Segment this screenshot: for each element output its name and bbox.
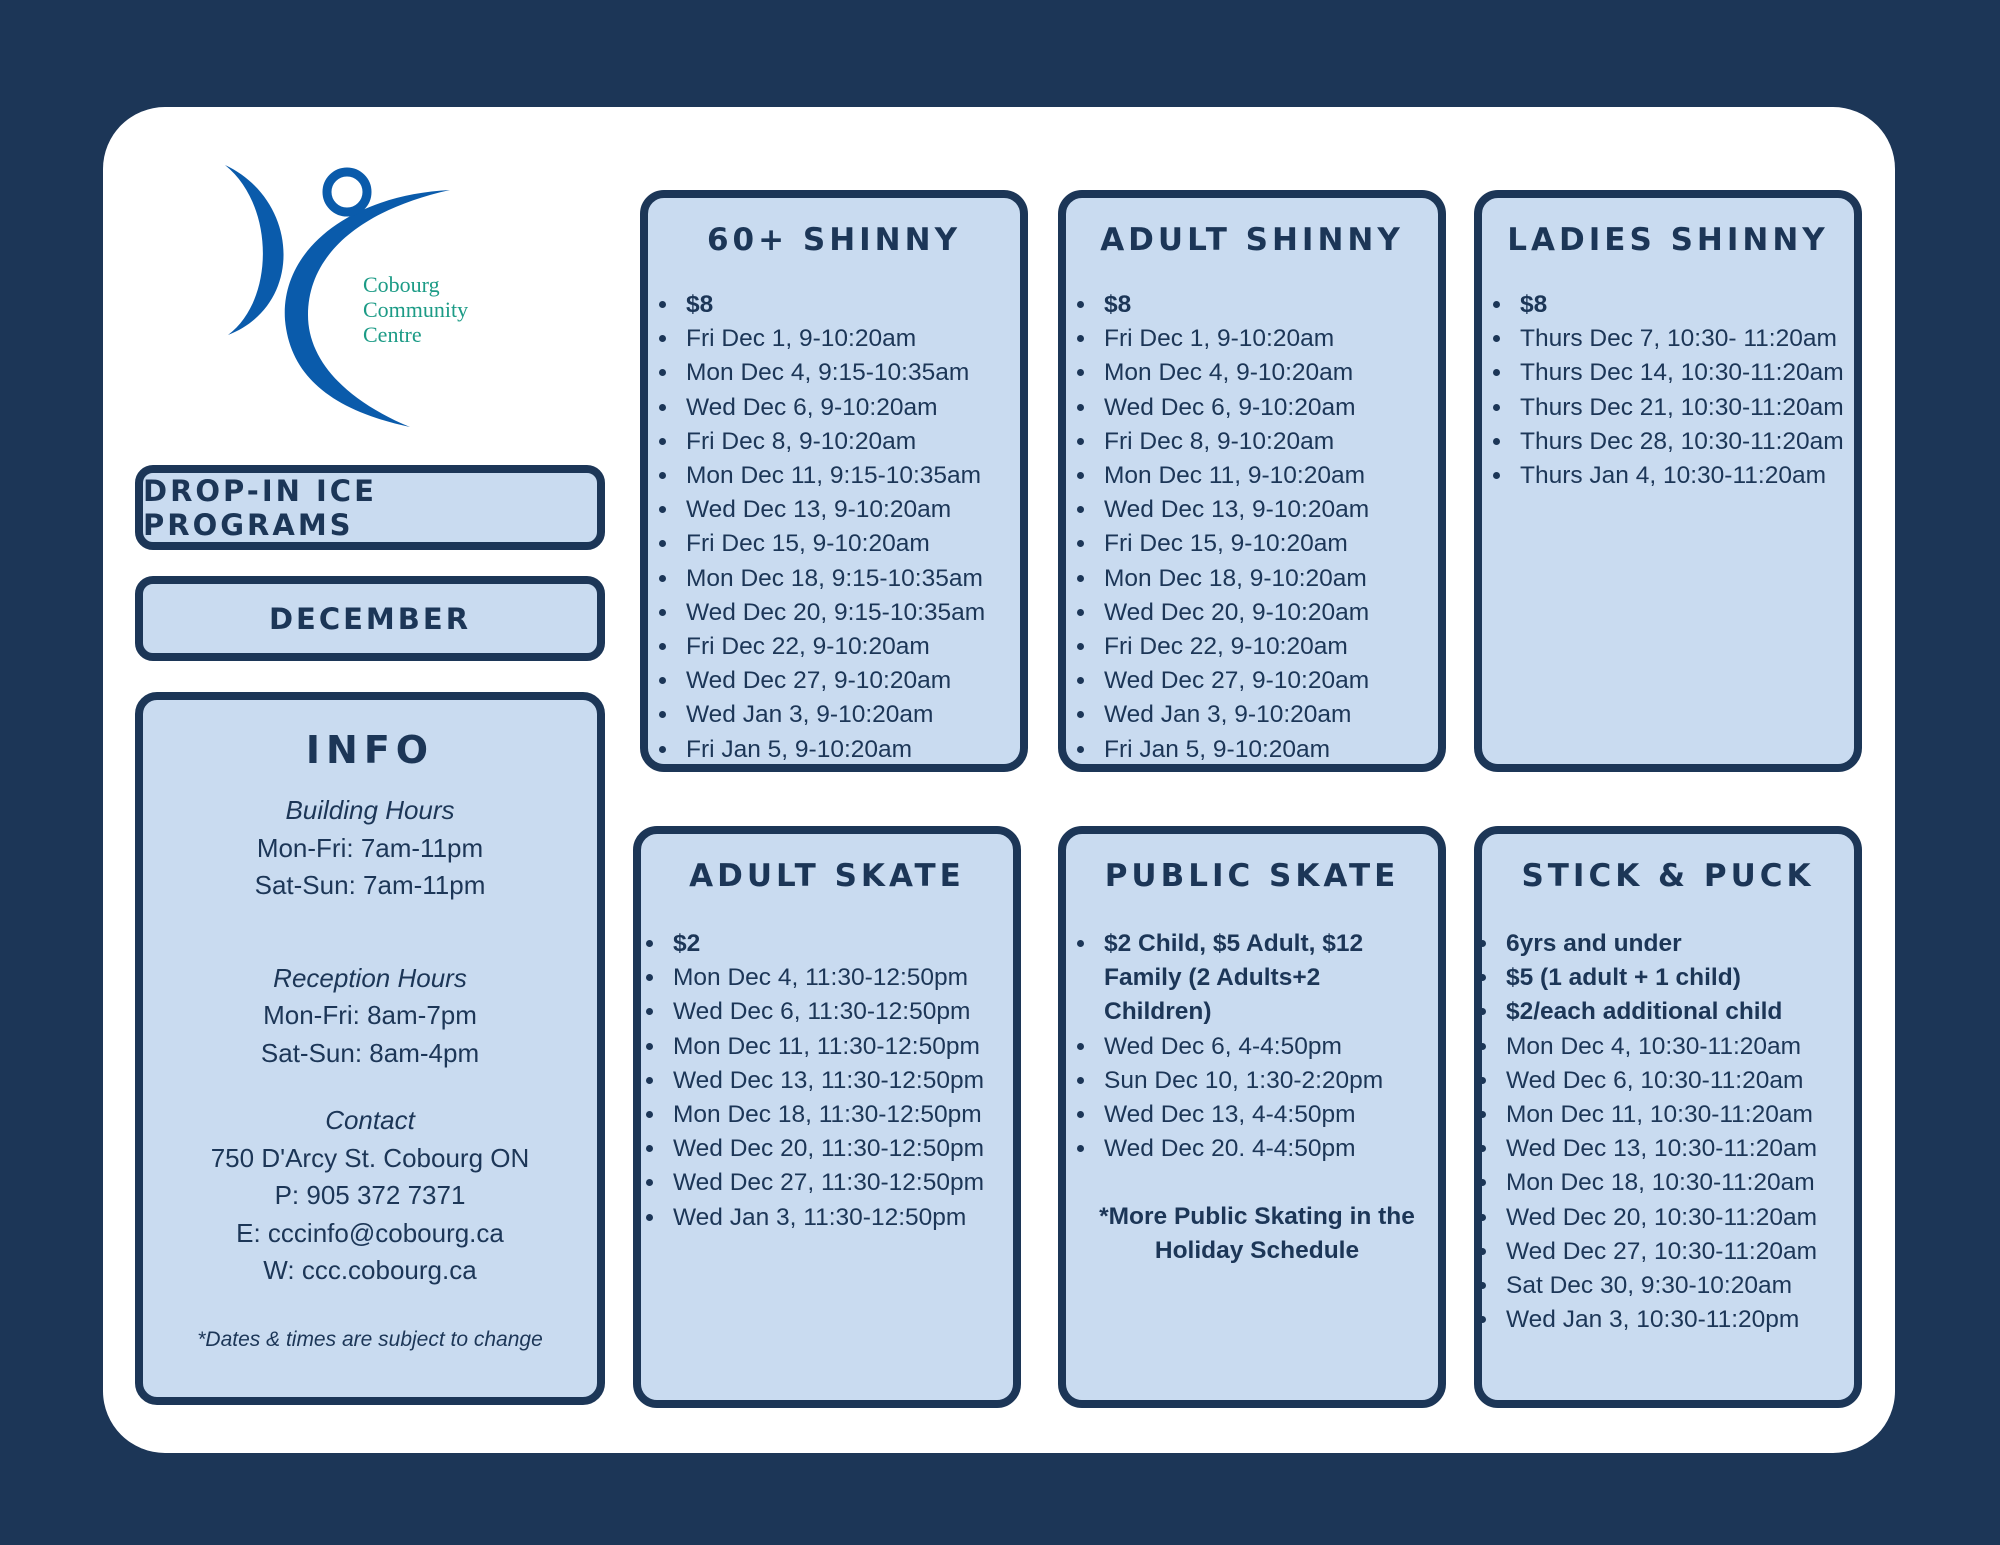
contact-email: E: cccinfo@cobourg.ca	[236, 1217, 504, 1248]
card-adult-skate	[633, 826, 1021, 1408]
list-item: • Wed Dec 13, 9-10:20am	[680, 493, 1020, 527]
list-item: • Mon Dec 4, 10:30-11:20am	[1500, 1030, 1854, 1064]
list-item: • Wed Dec 13, 9-10:20am	[1098, 493, 1438, 527]
contact-website: W: ccc.cobourg.ca	[263, 1255, 477, 1285]
card-adult-shinny	[1058, 190, 1446, 772]
page-title: DROP-IN ICE PROGRAMS	[143, 473, 377, 542]
price-item: • $8	[1514, 288, 1854, 322]
list-item: • Wed Jan 3, 9-10:20am	[1098, 698, 1438, 732]
list-item: • Fri Jan 5, 9-10:20am	[680, 733, 1020, 767]
list-item: • Mon Dec 4, 9-10:20am	[1098, 356, 1438, 390]
card-title: ADULT SHINNY	[1100, 222, 1404, 258]
list-item: • Mon Dec 18, 9:15-10:35am	[680, 562, 1020, 596]
list-item: • Fri Dec 22, 9-10:20am	[680, 630, 1020, 664]
schedule-list	[647, 927, 1013, 1235]
reception-hours-weekend: Sat-Sun: 8am-4pm	[260, 1037, 480, 1068]
list-item: • Wed Dec 20, 10:30-11:20am	[1500, 1201, 1854, 1235]
list-item: • Wed Dec 13, 10:30-11:20am	[1500, 1132, 1854, 1166]
schedule-list	[1078, 288, 1438, 767]
info-title: INFO	[305, 728, 435, 772]
list-item: • Wed Jan 3, 11:30-12:50pm	[667, 1201, 1013, 1235]
info-box	[135, 692, 605, 1405]
list-item: • Mon Dec 18, 9-10:20am	[1098, 562, 1438, 596]
card-public-skate	[1058, 826, 1446, 1408]
list-item: • Wed Dec 6, 4-4:50pm	[1098, 1030, 1420, 1064]
list-item: • Fri Dec 22, 9-10:20am	[1098, 630, 1438, 664]
list-item: • Wed Jan 3, 10:30-11:20pm	[1500, 1303, 1854, 1337]
price-item: • $2 Child, $5 Adult, $12 Family (2 Adults+2 Children)	[1098, 927, 1420, 1030]
list-item: • Fri Dec 8, 9-10:20am	[680, 425, 1020, 459]
list-item: • Wed Dec 20, 11:30-12:50pm	[667, 1132, 1013, 1166]
schedule-list	[1480, 927, 1854, 1337]
list-item: • Wed Dec 27, 11:30-12:50pm	[667, 1166, 1013, 1200]
list-item: • Mon Dec 11, 10:30-11:20am	[1500, 1098, 1854, 1132]
reception-hours-heading: Reception Hours	[273, 962, 467, 993]
logo-wordmark: Cobourg Community Centre	[363, 272, 469, 347]
list-item: • Mon Dec 11, 9-10:20am	[1098, 459, 1438, 493]
card-title: ADULT SKATE	[689, 858, 965, 894]
list-item: • Wed Jan 3, 9-10:20am	[680, 698, 1020, 732]
building-hours-weekend: Sat-Sun: 7am-11pm	[254, 870, 486, 900]
contact-phone: P: 905 372 7371	[274, 1180, 466, 1210]
price-item: • $8	[1098, 288, 1438, 322]
list-item: • Fri Dec 1, 9-10:20am	[680, 322, 1020, 356]
list-item: • Wed Dec 20. 4-4:50pm	[1098, 1132, 1420, 1166]
disclaimer-note: *Dates & times are subject to change	[197, 1327, 543, 1351]
building-hours-heading: Building Hours	[285, 795, 455, 825]
list-item: • Wed Dec 20, 9:15-10:35am	[680, 596, 1020, 630]
list-item: • Wed Dec 27, 9-10:20am	[680, 664, 1020, 698]
list-item: • Thurs Dec 14, 10:30-11:20am	[1514, 356, 1854, 390]
price-item: • $2/each additional child	[1500, 995, 1854, 1029]
list-item: • Wed Dec 27, 9-10:20am	[1098, 664, 1438, 698]
list-item: • Fri Dec 15, 9-10:20am	[1098, 527, 1438, 561]
list-item: • Wed Dec 20, 9-10:20am	[1098, 596, 1438, 630]
list-item: • Thurs Jan 4, 10:30-11:20am	[1514, 459, 1854, 493]
card-title: STICK & PUCK	[1521, 858, 1815, 894]
schedule-list	[660, 288, 1020, 767]
list-item: • Mon Dec 4, 9:15-10:35am	[680, 356, 1020, 390]
list-item: • Wed Dec 6, 11:30-12:50pm	[667, 995, 1013, 1029]
list-item: • Wed Dec 6, 10:30-11:20am	[1500, 1064, 1854, 1098]
card-title: LADIES SHINNY	[1507, 222, 1829, 258]
list-item: • Thurs Dec 21, 10:30-11:20am	[1514, 391, 1854, 425]
list-item: • Fri Dec 8, 9-10:20am	[1098, 425, 1438, 459]
list-item: • Mon Dec 18, 11:30-12:50pm	[667, 1098, 1013, 1132]
schedule-list	[1078, 927, 1420, 1166]
list-item: • Fri Jan 5, 9-10:20am	[1098, 733, 1438, 767]
month-label: DECEMBER	[268, 601, 472, 636]
contact-address: 750 D'Arcy St. Cobourg ON	[210, 1142, 530, 1173]
list-item: • Wed Dec 6, 9-10:20am	[1098, 391, 1438, 425]
price-item: • $8	[680, 288, 1020, 322]
list-item: • Mon Dec 18, 10:30-11:20am	[1500, 1166, 1854, 1200]
list-item: • Wed Dec 13, 4-4:50pm	[1098, 1098, 1420, 1132]
schedule-list	[1494, 288, 1854, 493]
list-item: • Thurs Dec 28, 10:30-11:20am	[1514, 425, 1854, 459]
list-item: • Sat Dec 30, 9:30-10:20am	[1500, 1269, 1854, 1303]
contact-heading: Contact	[325, 1105, 415, 1135]
card-ladies-shinny	[1474, 190, 1862, 772]
list-item: • Fri Dec 1, 9-10:20am	[1098, 322, 1438, 356]
list-item: • 6yrs and under	[1500, 927, 1854, 961]
list-item: • Wed Dec 13, 11:30-12:50pm	[667, 1064, 1013, 1098]
card-60-plus-shinny	[640, 190, 1028, 772]
list-item: • Wed Dec 27, 10:30-11:20am	[1500, 1235, 1854, 1269]
drop-in-title-box	[135, 465, 605, 550]
month-box	[135, 576, 605, 661]
price-item: • $2	[667, 927, 1013, 961]
list-item: • Sun Dec 10, 1:30-2:20pm	[1098, 1064, 1420, 1098]
list-item: • Mon Dec 4, 11:30-12:50pm	[667, 961, 1013, 995]
price-item: • $5 (1 adult + 1 child)	[1500, 961, 1854, 995]
holiday-schedule-note: *More Public Skating in the Holiday Schedule	[1099, 1203, 1415, 1265]
card-title: 60+ SHINNY	[706, 222, 962, 258]
list-item: • Wed Dec 6, 9-10:20am	[680, 391, 1020, 425]
reception-hours-weekdays: Mon-Fri: 8am-7pm	[263, 1000, 477, 1030]
list-item: • Fri Dec 15, 9-10:20am	[680, 527, 1020, 561]
card-title: PUBLIC SKATE	[1104, 858, 1400, 894]
card-stick-and-puck	[1474, 826, 1862, 1408]
list-item: • Thurs Dec 7, 10:30- 11:20am	[1514, 322, 1854, 356]
list-item: • Mon Dec 11, 9:15-10:35am	[680, 459, 1020, 493]
list-item: • Mon Dec 11, 11:30-12:50pm	[667, 1030, 1013, 1064]
building-hours-weekdays: Mon-Fri: 7am-11pm	[256, 832, 484, 863]
